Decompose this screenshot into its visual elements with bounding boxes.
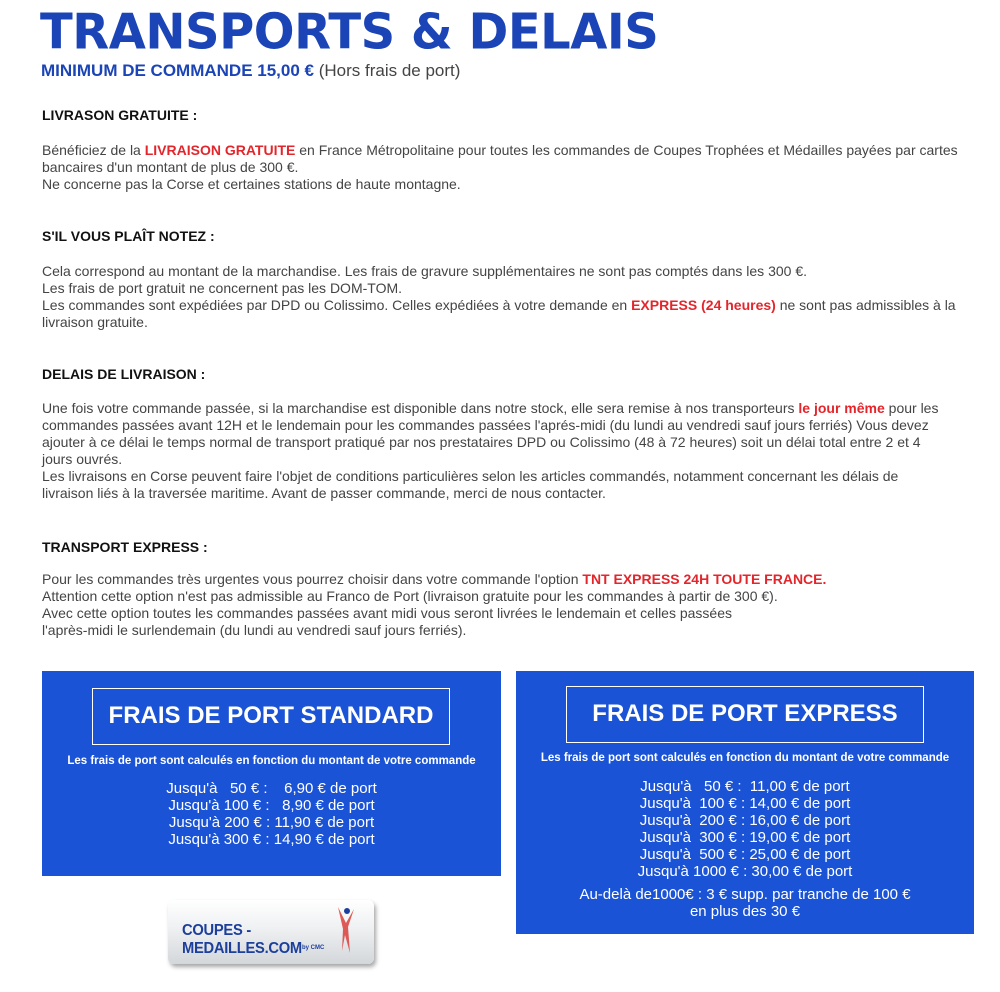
standard-shipping-title: FRAIS DE PORT STANDARD [92,688,450,745]
notez-line-3 [42,297,962,331]
express-highlight: EXPRESS (24 heures) [631,297,776,313]
livraison-paragraph [42,142,962,176]
livraison-gratuite-text [42,142,962,193]
minimum-order-line [41,60,460,82]
heading-transport-express: TRANSPORT EXPRESS : [42,539,208,555]
rate-row: Jusqu'à 200 € : 16,00 € de port [639,812,851,829]
express-line-3: Avec cette option toutes les commandes passées avant midi vous seront livrées le lendemain et celles passées [42,605,732,621]
coupes-medailles-logo[interactable] [168,900,374,964]
rate-row: Jusqu'à 1000 € : 30,00 € de port [637,863,853,880]
text-span: Une fois votre commande passée, si la marchandise est disponible dans notre stock, elle sera remise à nos transporteurs [42,400,799,416]
trophy-figure-icon [336,905,358,955]
heading-notez: S'IL VOUS PLAÎT NOTEZ : [42,228,215,244]
rate-row: Jusqu'à 100 € : 8,90 € de port [168,797,375,814]
text-span: pour les commandes passées avant 12H et le lendemain pour les commandes passées l'aprés-midi (du lundi au vendredi sauf jours ferriés) Vous devez ajouter à ce délai le temps normal de transport pratiqué par nos prestataires DPD ou Colissimo (48 à 72 heures) soit un délai total entre 2 et 4 jours ouvrés. [42,400,939,467]
minimum-order-note: (Hors frais de port) [318,61,461,80]
express-line-4: l'après-midi le surlendemain (du lundi au vendredi sauf jours ferriés). [42,622,467,638]
rate-row: Jusqu'à 300 € : 19,00 € de port [639,829,851,846]
notez-text [42,263,962,331]
rate-row: Jusqu'à 50 € : 11,00 € de port [640,778,850,795]
notez-line-2: Les frais de port gratuit ne concernent pas les DOM-TOM. [42,280,403,296]
rate-row: Jusqu'à 100 € : 14,00 € de port [639,795,851,812]
livraison-gratuite-highlight: LIVRAISON GRATUITE [144,142,296,158]
rate-row: Jusqu'à 50 € : 6,90 € de port [166,780,377,797]
livraison-exclusion: Ne concerne pas la Corse et certaines stations de haute montagne. [42,176,461,192]
express-shipping-subtitle: Les frais de port sont calculés en fonction du montant de votre commande [540,752,950,764]
text-span: ne sont pas admissibles à la livraison gratuite. [42,297,956,330]
heading-livraison-gratuite: LIVRASON GRATUITE : [42,107,198,123]
standard-rates-list [42,780,501,848]
standard-shipping-subtitle: Les frais de port sont calculés en fonction du montant de votre commande [67,755,476,767]
delais-text [42,400,952,502]
tnt-express-highlight: TNT EXPRESS 24H TOUTE FRANCE. [582,571,827,587]
heading-delais: DELAIS DE LIVRAISON : [42,366,206,382]
logo-text: COUPES - MEDAILLES.COM [182,922,302,957]
express-shipping-title: FRAIS DE PORT EXPRESS [566,686,924,743]
text-span: Pour les commandes très urgentes vous pourrez choisir dans votre commande l'option [42,571,583,587]
rate-row: Jusqu'à 500 € : 25,00 € de port [639,846,851,863]
logo-by-text: by CMC [302,945,325,951]
page-title: TRANSPORTS & DELAIS [40,3,659,61]
minimum-order-amount: MINIMUM DE COMMANDE 15,00 € [41,61,314,80]
text-span: Les commandes sont expédiées par DPD ou Colissimo. Celles expédiées à votre demande en [42,297,632,313]
express-rates-list [516,778,974,920]
rate-row: Jusqu'à 300 € : 14,90 € de port [168,831,375,848]
express-line-1 [42,571,962,588]
delais-paragraph-1 [42,400,952,468]
text-span: en France Métropolitaine pour toutes les commandes de Coupes Trophées et Médailles payées par cartes bancaires d'un montant de plus de 300 €. [42,142,958,175]
standard-shipping-box [42,671,501,876]
notez-line-1: Cela correspond au montant de la marchandise. Les frais de gravure supplémentaires ne sont pas comptés dans les 300 €. [42,263,807,279]
express-surcharge-note-2: en plus des 30 € [689,903,801,920]
delais-paragraph-2: Les livraisons en Corse peuvent faire l'objet de conditions particulières selon les articles commandés, notamment concernant les délais de livraison liés à la traversée maritime. Avant de passer commande, merci de nous contacter. [42,468,899,501]
jour-meme-highlight: le jour même [798,400,885,416]
express-surcharge-note: Au-delà de1000€ : 3 € supp. par tranche de 100 € [579,886,911,903]
express-shipping-box [516,671,974,934]
rate-row: Jusqu'à 200 € : 11,90 € de port [168,814,375,831]
express-text [42,571,962,639]
express-line-2: Attention cette option n'est pas admissible au Franco de Port (livraison gratuite pour les commandes à partir de 300 €). [42,588,778,604]
text-span: Bénéficiez de la [42,142,145,158]
